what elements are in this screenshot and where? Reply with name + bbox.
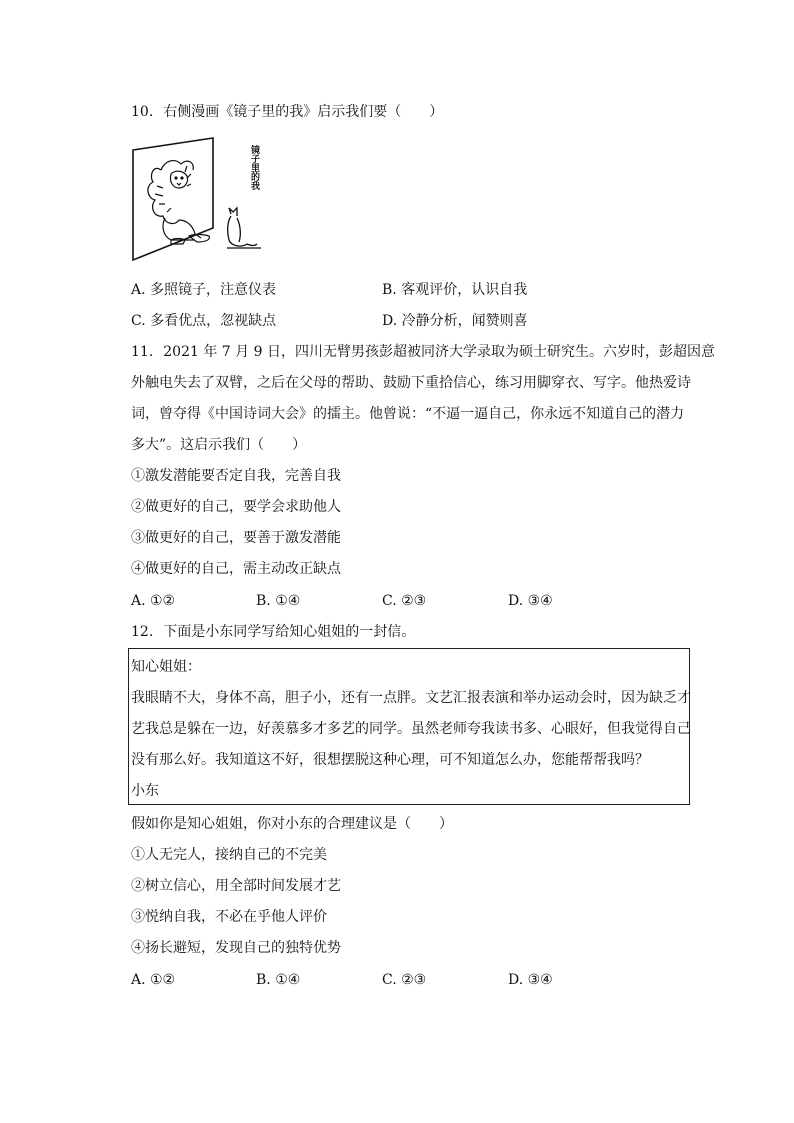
q12-statement-3: ③悦纳自我，不必在乎他人评价 [131,909,327,925]
q12-option-d[interactable]: D. ③④ [508,972,553,988]
q11-statement-1: ①激发潜能要否定自我，完善自我 [131,468,341,484]
q12-statement-4: ④扬长避短，发现自己的独特优势 [131,940,341,956]
q10-stem: 右侧漫画《镜子里的我》启示我们要（ ） [163,104,444,120]
letter-line-3: 没有那么好。我知道这不好，很想摆脱这种心理，可不知道怎么办，您能帮帮我吗？ [131,752,649,768]
letter-line-2: 艺我总是躲在一边，好羡慕多才多艺的同学。虽然老师夸我读书多、心眼好，但我觉得自己 [131,721,691,737]
q12-option-a[interactable]: A. ①② [131,972,176,988]
q10-stem-line [131,102,443,122]
q11-statement-3: ③做更好的自己，要善于激发潜能 [131,530,341,546]
q12-stem-line [131,622,415,642]
mirror-comic-drawing [131,136,263,264]
q11-stem-line-3: 词，曾夺得《中国诗词大会》的擂主。他曾说：“不逼一逼自己，你永远不知道自己的潜力 [131,406,685,422]
q10-number: 10. [131,104,154,120]
q11-option-c[interactable]: C. ②③ [382,593,427,609]
q11-stem-line-2: 外触电失去了双臂，之后在父母的帮助、鼓励下重拾信心，练习用脚穿衣、写字。他热爱诗 [131,375,691,391]
q12-statement-2: ②树立信心，用全部时间发展才艺 [131,878,341,894]
q12-question: 假如你是知心姐姐，你对小东的合理建议是（ ） [131,816,453,832]
q10-option-b[interactable]: B. 客观评价，认识自我 [382,282,528,298]
letter-box [128,648,690,805]
q11-stem-text-1: 2021 年 7 月 9 日，四川无臂男孩彭超被同济大学录取为硕士研究生。六岁时，彭超因意 [163,344,715,360]
letter-signature: 小东 [131,783,159,799]
q10-option-a[interactable]: A. 多照镜子，注意仪表 [131,282,277,298]
q11-statement-4: ④做更好的自己，需主动改正缺点 [131,561,341,577]
q12-option-b[interactable]: B. ①④ [256,972,301,988]
mirror-comic-illustration [131,136,263,264]
q11-option-a[interactable]: A. ①② [131,593,176,609]
q10-option-c[interactable]: C. 多看优点，忽视缺点 [131,313,277,329]
comic-caption-text: 镜子里的我 [249,145,259,190]
q11-option-d[interactable]: D. ③④ [508,593,553,609]
q10-option-d[interactable]: D. 冷静分析，闻赞则喜 [382,313,528,329]
q11-stem-line-4: 多大”。这启示我们（ ） [131,437,307,453]
letter-line-1: 我眼睛不大，身体不高，胆子小，还有一点胖。文艺汇报表演和举办运动会时，因为缺乏才 [131,690,691,706]
q11-number: 11. [131,344,154,360]
letter-salutation: 知心姐姐： [131,659,201,675]
q11-option-b[interactable]: B. ①④ [256,593,301,609]
q11-statement-2: ②做更好的自己，要学会求助他人 [131,499,341,515]
q12-statement-1: ①人无完人，接纳自己的不完美 [131,847,327,863]
comic-caption [246,145,260,190]
q12-stem: 下面是小东同学写给知心姐姐的一封信。 [163,624,416,640]
q12-number: 12. [131,624,154,640]
q12-option-c[interactable]: C. ②③ [382,972,427,988]
q11-stem-line-1 [131,342,715,362]
